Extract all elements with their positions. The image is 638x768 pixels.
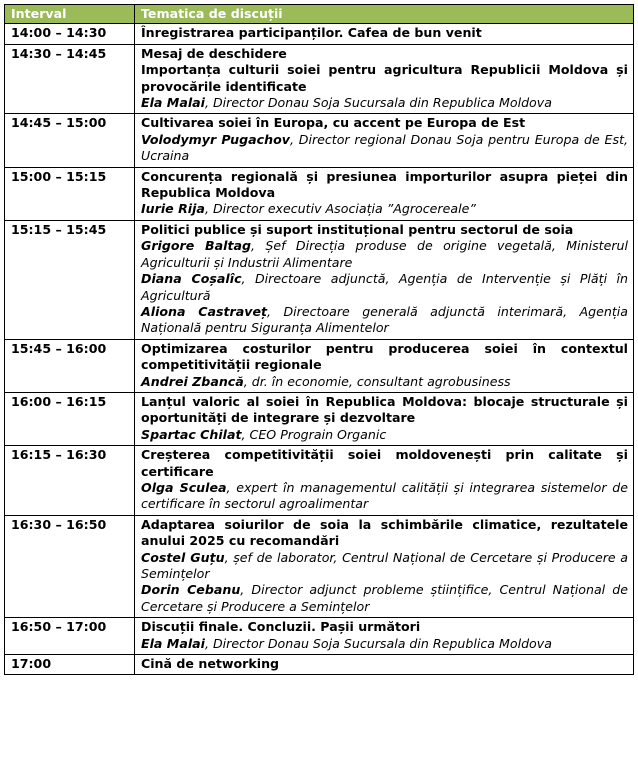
row-time: 16:50 – 17:00 xyxy=(5,618,135,655)
topic-title: Optimizarea costurilor pentru producerea soiei în contextul competitivității regionale xyxy=(141,340,628,373)
speaker-role: , șef de laborator, Centrul Național de Cercetare și Producere a Semințelor xyxy=(141,549,628,581)
row-time: 15:45 – 16:00 xyxy=(5,339,135,392)
table-row xyxy=(5,655,634,675)
speaker xyxy=(141,636,628,652)
header-interval: Interval xyxy=(5,5,135,24)
table-row xyxy=(5,392,634,445)
speaker-role: , CEO Prograin Organic xyxy=(241,426,387,442)
topic-title: Cultivarea soiei în Europa, cu accent pe Europa de Est xyxy=(141,115,526,131)
table-row xyxy=(5,515,634,617)
speaker-name: Grigore Baltag xyxy=(141,238,251,254)
topic-title: Înregistrarea participanților. Cafea de bun venit xyxy=(141,25,482,41)
speaker xyxy=(141,132,628,165)
topic-title: Creșterea competitivității soiei moldovenești prin calitate și certificare xyxy=(141,447,628,479)
speaker-role: , Directoare generală adjunctă interimară, Agenția Națională pentru Siguranța Alimentelor xyxy=(141,303,628,336)
table-row xyxy=(5,24,634,44)
speaker-role: , Director adjunct probleme științifice, Centrul Național de Cercetare și Producere a Semințelor xyxy=(141,582,628,614)
topic-title: Politici publice și suport instituțional pentru sectorul de soia xyxy=(141,221,574,237)
row-topic xyxy=(135,618,634,655)
row-topic xyxy=(135,24,634,44)
header-topic: Tematica de discuții xyxy=(135,5,634,24)
speaker-role: , Șef Direcția produse de origine vegetală, Ministerul Agriculturii și Industrii Alimentare xyxy=(141,238,628,270)
topic-title: Mesaj de deschidere Importanța culturii soiei pentru agricultura Republicii Moldova și provocările identificate xyxy=(141,45,628,94)
speaker-name: Ela Malai xyxy=(141,95,205,111)
speaker xyxy=(141,427,628,443)
speaker xyxy=(141,582,628,615)
topic-title: Concurența regională și presiunea importurilor asupra pieței din Republica Moldova xyxy=(141,168,628,201)
speaker xyxy=(141,271,628,304)
row-time: 14:45 – 15:00 xyxy=(5,114,135,167)
row-time: 16:15 – 16:30 xyxy=(5,446,135,516)
row-time: 15:15 – 15:45 xyxy=(5,220,135,339)
row-topic xyxy=(135,392,634,445)
row-topic xyxy=(135,167,634,220)
speaker-name: Dorin Cebanu xyxy=(141,582,241,598)
speaker-role: , Director regional Donau Soja pentru Europa de Est, Ucraina xyxy=(141,131,629,164)
header-row xyxy=(5,5,634,24)
row-topic xyxy=(135,114,634,167)
speaker-name: Costel Guțu xyxy=(141,549,225,565)
row-topic xyxy=(135,446,634,516)
row-time: 17:00 xyxy=(5,655,135,675)
table-row xyxy=(5,446,634,516)
speaker-name: Spartac Chilat xyxy=(141,426,242,442)
speaker-role: , dr. în economie, consultant agrobusiness xyxy=(243,373,511,389)
speaker-name: Aliona Castraveț xyxy=(141,303,268,319)
table-row xyxy=(5,44,634,114)
table-row xyxy=(5,167,634,220)
row-topic xyxy=(135,655,634,675)
speaker xyxy=(141,550,628,583)
speaker-name: Volodymyr Pugachov xyxy=(141,131,290,147)
row-topic xyxy=(135,339,634,392)
speaker-name: Ela Malai xyxy=(141,635,205,651)
agenda-body xyxy=(5,24,634,675)
speaker-role: , expert în managementul calității și integrarea sistemelor de certificare în sectorul agroalimentar xyxy=(141,479,629,512)
table-row xyxy=(5,220,634,339)
row-topic xyxy=(135,220,634,339)
speaker xyxy=(141,95,628,111)
speaker xyxy=(141,201,628,217)
speaker-role: , Director Donau Soja Sucursala din Republica Moldova xyxy=(204,95,552,111)
table-row xyxy=(5,339,634,392)
topic-title: Adaptarea soiurilor de soia la schimbările climatice, rezultatele anului 2025 cu recomandări xyxy=(141,516,628,549)
topic-title: Discuții finale. Concluzii. Pașii următori xyxy=(141,619,421,635)
speaker-role: , Director executiv Asociația ”Agrocereale” xyxy=(204,201,476,217)
row-time: 14:30 – 14:45 xyxy=(5,44,135,114)
table-row xyxy=(5,114,634,167)
speaker-name: Olga Sculea xyxy=(141,479,227,495)
row-topic xyxy=(135,515,634,617)
speaker xyxy=(141,480,628,513)
row-time: 16:30 – 16:50 xyxy=(5,515,135,617)
speaker-name: Andrei Zbancă xyxy=(141,373,244,389)
agenda-table xyxy=(4,4,634,675)
row-time: 16:00 – 16:15 xyxy=(5,392,135,445)
speaker-name: Diana Coșalîc xyxy=(141,271,242,287)
row-time: 15:00 – 15:15 xyxy=(5,167,135,220)
topic-title: Lanțul valoric al soiei în Republica Moldova: blocaje structurale și oportunități de integrare și dezvoltare xyxy=(141,393,628,426)
row-topic xyxy=(135,44,634,114)
speaker-name: Iurie Rija xyxy=(141,201,205,217)
speaker-role: , Director Donau Soja Sucursala din Republica Moldova xyxy=(204,635,552,651)
speaker xyxy=(141,238,628,271)
speaker xyxy=(141,374,628,390)
table-row xyxy=(5,618,634,655)
speaker xyxy=(141,304,628,337)
row-time: 14:00 – 14:30 xyxy=(5,24,135,44)
speaker-role: , Directoare adjunctă, Agenția de Intervenție și Plăți în Agricultură xyxy=(141,271,628,303)
topic-title: Cină de networking xyxy=(141,656,280,672)
